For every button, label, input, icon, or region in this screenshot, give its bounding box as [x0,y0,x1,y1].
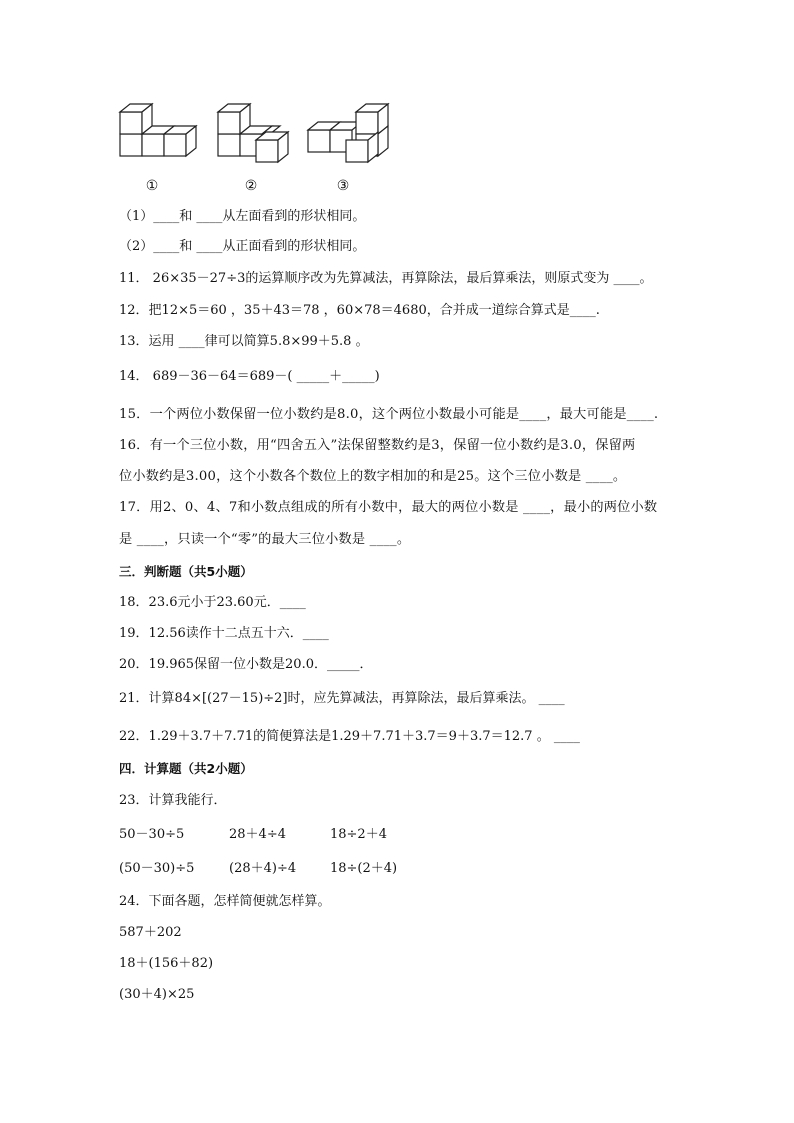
question-24: 24．下面各题，怎样简便就怎样算。 [119,894,331,909]
calc-item: 18÷(2＋4) [330,861,398,876]
question-17-line-2: 是 ____，只读一个“零”的最大三位小数是 ____。 [119,532,411,547]
question-16-line-2: 位小数约是3.00，这个小数各个数位上的数字相加的和是25。这个三位小数是 ____。 [119,469,627,484]
question-19: 19．12.56读作十二点五十六．____ [119,626,329,641]
question-13: 13．运用 ____律可以简算5.8×99＋5.8 。 [119,334,369,349]
question-12: 12．把12×5＝60 ，35＋43＝78 ，60×78＝4680，合并成一道综合算式是____. [119,303,600,318]
question-22: 22．1.29＋3.7＋7.71的简便算法是1.29＋7.71＋3.7＝9＋3.7＝12.7 。 ____ [119,729,580,744]
question-14: 14． 689－36－64＝689－( _____＋_____) [119,369,380,384]
question-23: 23．计算我能行． [119,793,227,808]
figure-label-2: ② [244,178,258,194]
section-3-heading: 三．判断题（共5小题） [119,564,253,579]
question-24-item-1: 587＋202 [119,925,182,940]
calc-item: (28＋4)÷4 [229,861,297,876]
question-21: 21．计算84×[(27－15)÷2]时，应先算减法，再算除法，最后算乘法。 ____ [119,691,565,706]
cube-figure-1 [110,96,210,166]
question-18: 18．23.6元小于23.60元．____ [119,595,306,610]
question-10-part-2: （2）____和 ____从正面看到的形状相同。 [119,239,366,254]
figure-label-3: ③ [336,178,350,194]
calc-item: 18÷2＋4 [330,827,387,842]
question-24-item-3: (30＋4)×25 [119,987,195,1002]
calc-item: 50－30÷5 [119,827,185,842]
question-10-part-1: （1）____和 ____从左面看到的形状相同。 [119,209,366,224]
question-20: 20．19.965保留一位小数是20.0．_____． [119,657,373,672]
figure-label-1: ① [145,178,159,194]
calc-item: (50－30)÷5 [119,861,195,876]
question-16-line-1: 16．有一个三位小数，用“四舍五入”法保留整数约是3，保留一位小数约是3.0，保留两 [119,438,636,453]
cube-figure-3 [304,96,404,166]
question-24-item-2: 18＋(156＋82) [119,956,214,971]
question-15: 15．一个两位小数保留一位小数约是8.0，这个两位小数最小可能是____，最大可能是____. [119,407,659,422]
question-11: 11． 26×35－27÷3的运算顺序改为先算减法，再算除法，最后算乘法，则原式变为 ____。 [119,271,653,286]
cube-figure-2 [208,96,308,166]
calc-item: 28＋4÷4 [229,827,286,842]
section-4-heading: 四．计算题（共2小题） [119,761,253,776]
question-17-line-1: 17．用2、0、4、7和小数点组成的所有小数中，最大的两位小数是 ____，最小的两位小数 [119,500,658,515]
